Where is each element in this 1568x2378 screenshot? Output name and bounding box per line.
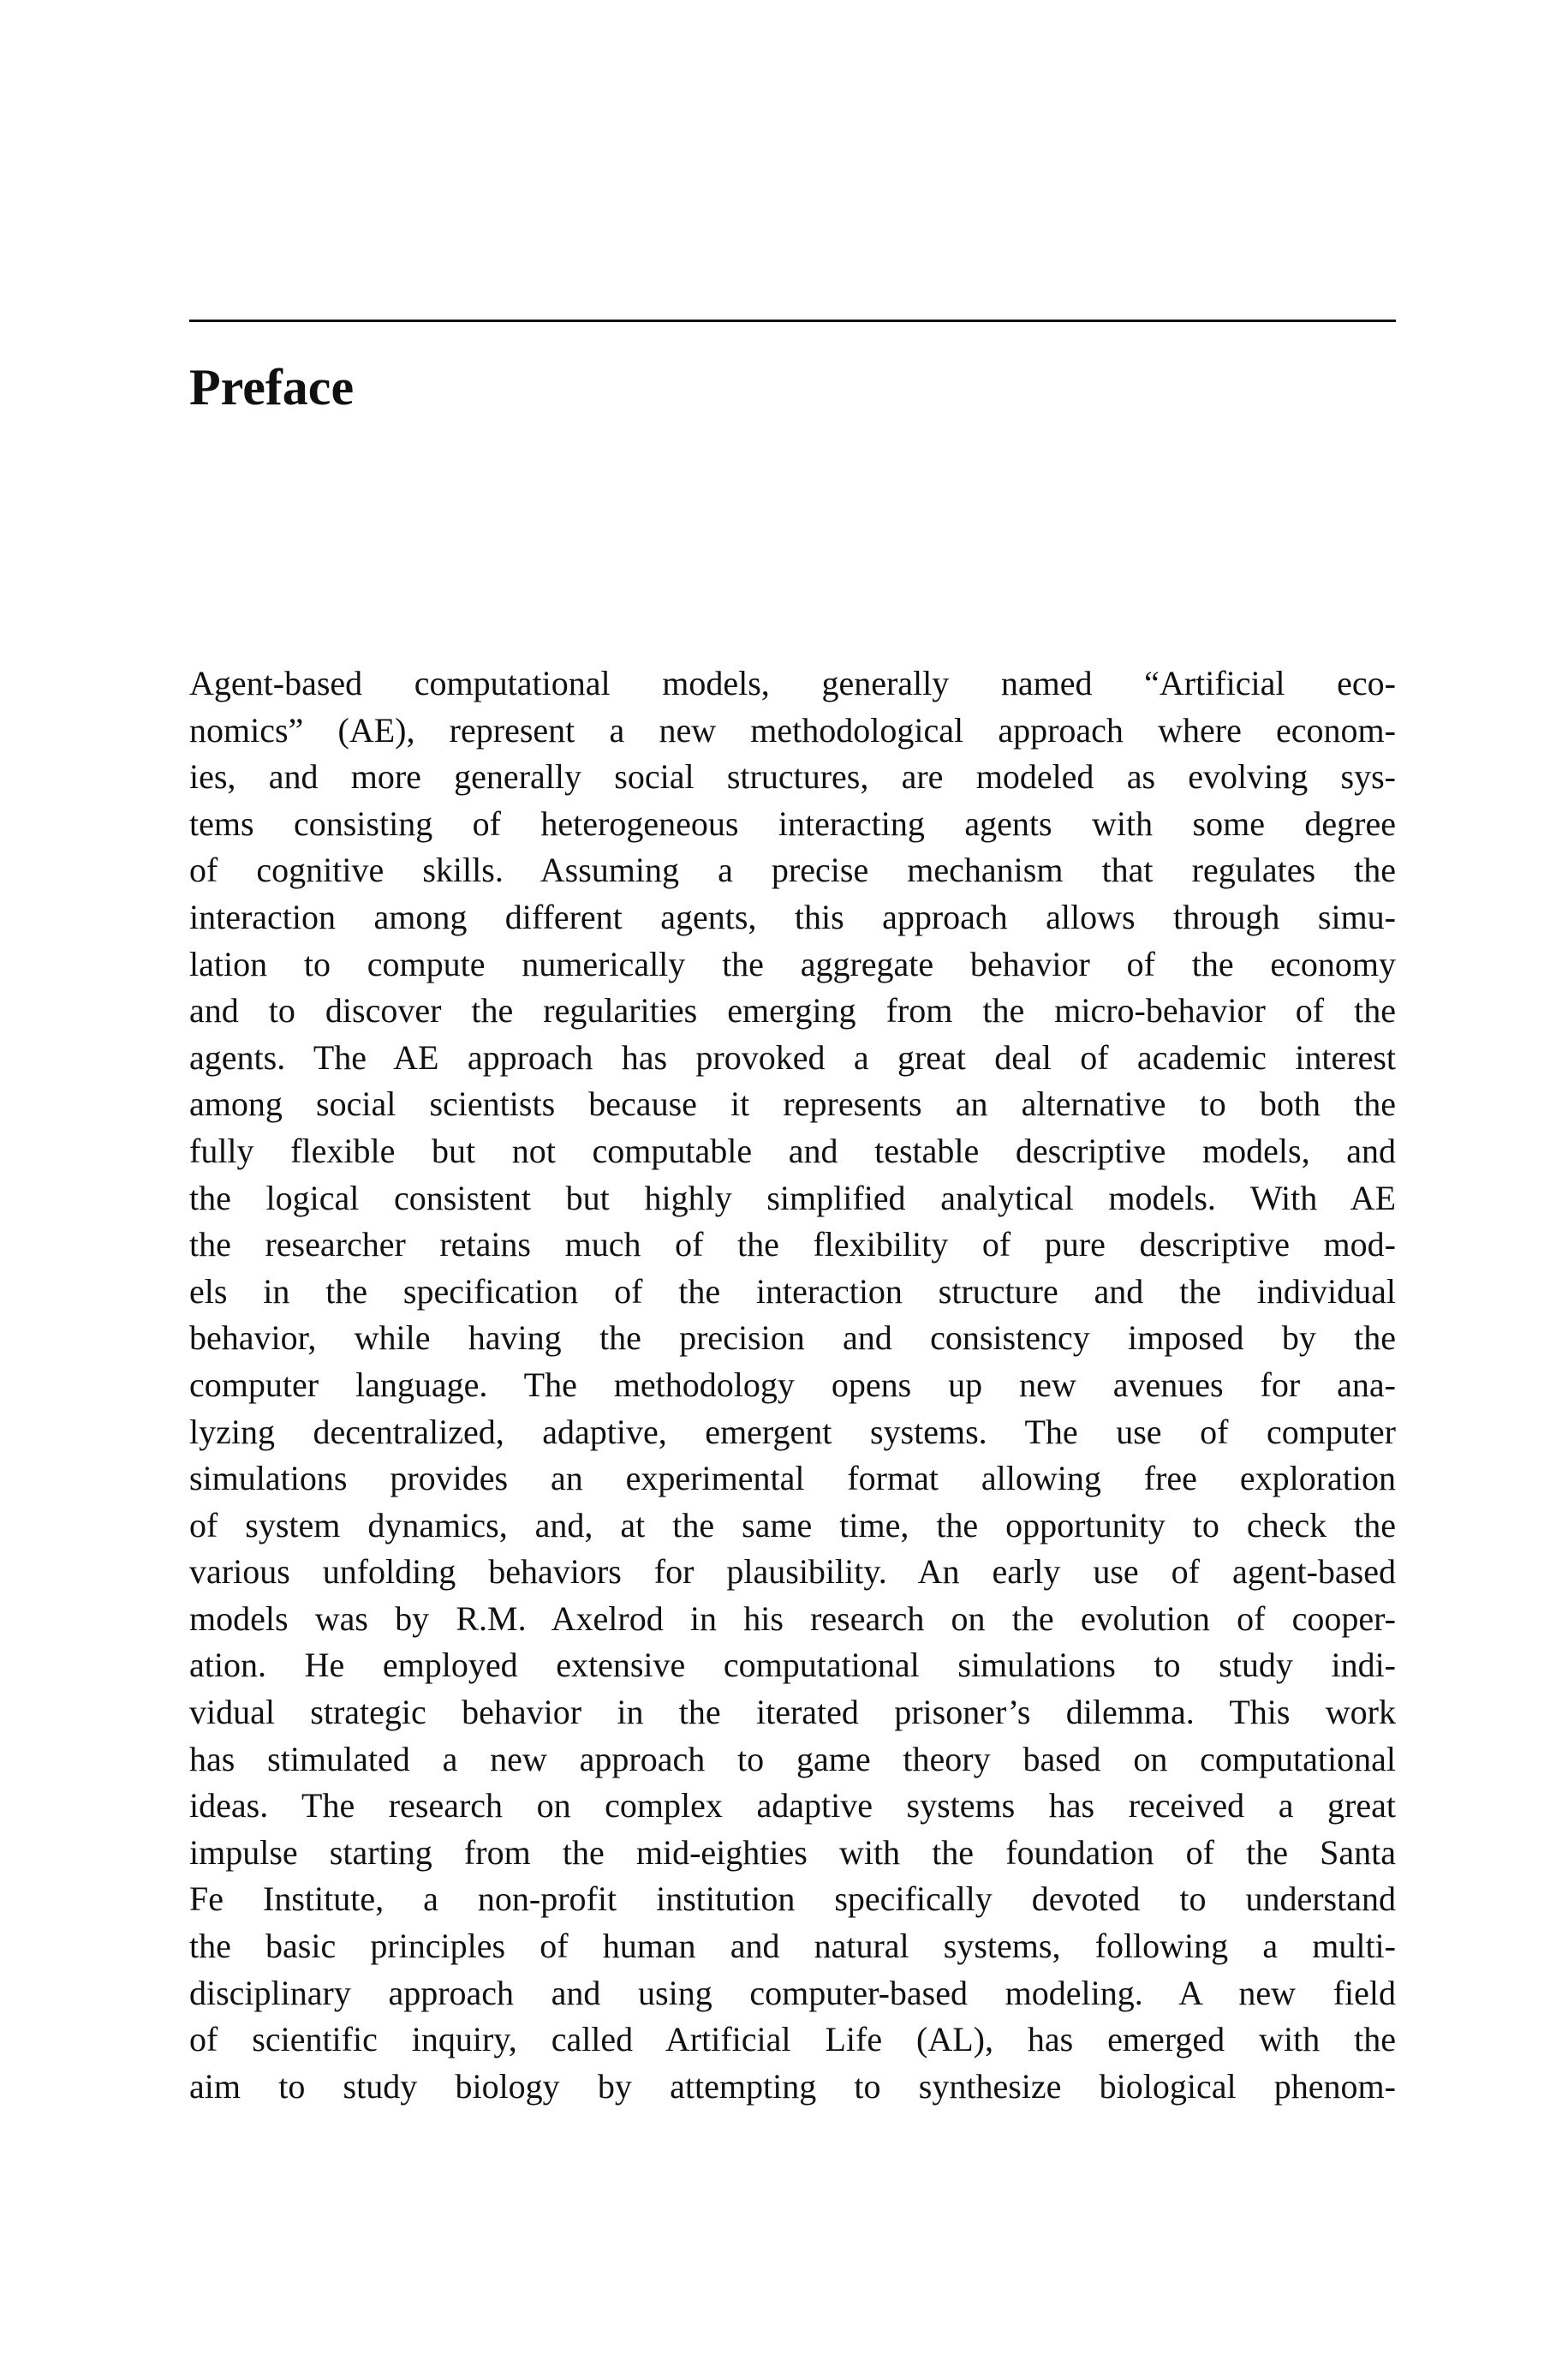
text-line: of scientific inquiry, called Artificial Life (AL), has emerged with the bbox=[189, 2020, 1396, 2059]
chapter-rule bbox=[189, 320, 1396, 322]
text-line: fully flexible but not computable and testable descriptive models, and bbox=[189, 1131, 1396, 1170]
text-line: of system dynamics, and, at the same time, the opportunity to check the bbox=[189, 1505, 1396, 1545]
text-line: lation to compute numerically the aggregate behavior of the economy bbox=[189, 944, 1396, 983]
text-line: the logical consistent but highly simplified analytical models. With AE bbox=[189, 1178, 1396, 1217]
text-line: Fe Institute, a non-profit institution specifically devoted to understand bbox=[189, 1879, 1396, 1919]
text-line: vidual strategic behavior in the iterated prisoner’s dilemma. This work bbox=[189, 1693, 1396, 1732]
text-line: various unfolding behaviors for plausibility. An early use of agent-based bbox=[189, 1552, 1396, 1592]
text-line: impulse starting from the mid-eighties with the foundation of the Santa bbox=[189, 1832, 1396, 1872]
text-line: interaction among different agents, this approach allows through simu- bbox=[189, 897, 1396, 936]
text-line: nomics” (AE), represent a new methodological approach where econom- bbox=[189, 710, 1396, 750]
preface-paragraph bbox=[189, 660, 1396, 2110]
text-line: the researcher retains much of the flexibility of pure descriptive mod- bbox=[189, 1225, 1396, 1264]
text-line: and to discover the regularities emerging from the micro-behavior of the bbox=[189, 991, 1396, 1031]
text-line: disciplinary approach and using computer-based modeling. A new field bbox=[189, 1973, 1396, 2012]
text-line: els in the specification of the interaction structure and the individual bbox=[189, 1271, 1396, 1311]
text-line: ideas. The research on complex adaptive systems has received a great bbox=[189, 1786, 1396, 1825]
text-line: lyzing decentralized, adaptive, emergent systems. The use of computer bbox=[189, 1412, 1396, 1451]
text-line: agents. The AE approach has provoked a great deal of academic interest bbox=[189, 1037, 1396, 1077]
text-line: of cognitive skills. Assuming a precise mechanism that regulates the bbox=[189, 851, 1396, 890]
text-line: computer language. The methodology opens up new avenues for ana- bbox=[189, 1365, 1396, 1404]
text-line: models was by R.M. Axelrod in his research on the evolution of cooper- bbox=[189, 1598, 1396, 1638]
text-line: tems consisting of heterogeneous interacting agents with some degree bbox=[189, 804, 1396, 843]
chapter-title: Preface bbox=[189, 359, 355, 415]
text-line: among social scientists because it represents an alternative to both the bbox=[189, 1084, 1396, 1124]
text-line: Agent-based computational models, generally named “Artificial eco- bbox=[189, 664, 1396, 702]
text-line: behavior, while having the precision and consistency imposed by the bbox=[189, 1318, 1396, 1358]
text-line: the basic principles of human and natural systems, following a multi- bbox=[189, 1927, 1396, 1966]
text-line: ies, and more generally social structures, are modeled as evolving sys- bbox=[189, 757, 1396, 797]
text-line: has stimulated a new approach to game theory based on computational bbox=[189, 1739, 1396, 1778]
text-line: simulations provides an experimental format allowing free exploration bbox=[189, 1459, 1396, 1498]
text-line: ation. He employed extensive computational simulations to study indi- bbox=[189, 1646, 1396, 1685]
text-line: aim to study biology by attempting to synthesize biological phenom- bbox=[189, 2066, 1396, 2106]
